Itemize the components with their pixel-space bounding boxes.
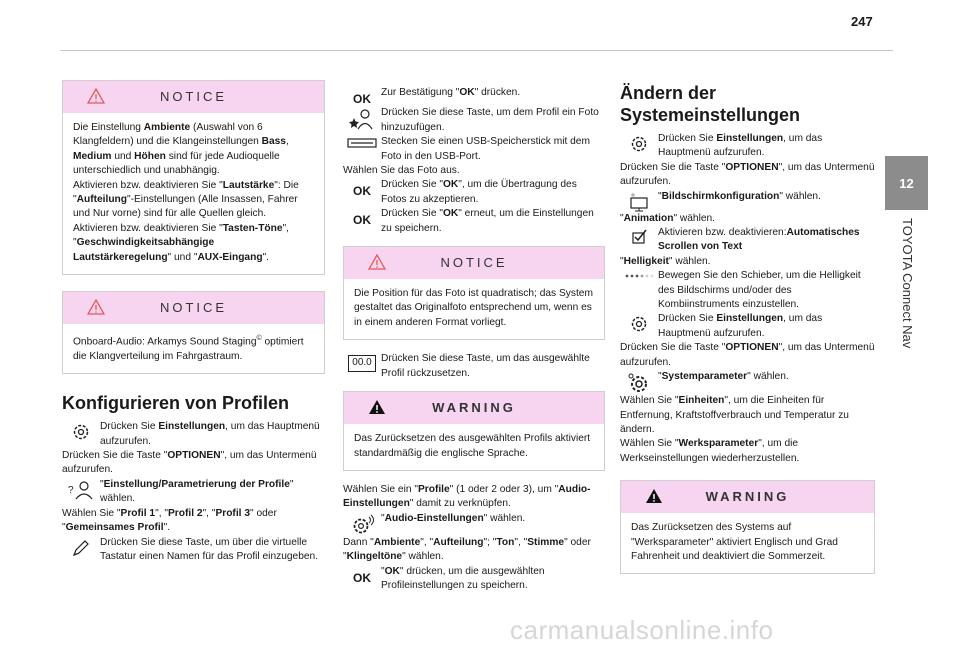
steps-list xyxy=(343,352,605,381)
screen-config-icon[interactable] xyxy=(620,190,658,212)
notice-box xyxy=(343,246,605,340)
step-text: Aktivieren bzw. deaktivieren:Automatisches Scrollen von Text xyxy=(658,227,860,253)
notice-title: NOTICE xyxy=(440,254,508,270)
column-2 xyxy=(343,86,605,593)
warning-title: WARNING xyxy=(432,399,516,415)
step-text: Drücken Sie "OK" erneut, um die Einstellungen zu speichern. xyxy=(381,208,594,234)
step-text: "Systemparameter" wählen. xyxy=(658,371,789,383)
notice-header xyxy=(63,292,324,324)
step-text: Drücken Sie Einstellungen, um das Hauptmenü aufzurufen. xyxy=(100,421,320,447)
instruction-step xyxy=(343,86,605,106)
warning-title: WARNING xyxy=(705,488,790,504)
ok-button[interactable]: OK xyxy=(353,92,371,106)
instruction-step xyxy=(62,420,325,449)
ok-button[interactable]: OK xyxy=(353,184,371,199)
warning-header xyxy=(344,392,604,424)
reset-button-label: 00.0 xyxy=(348,355,375,371)
step-text: Drücken Sie diese Taste, um über die virtuelle Tastatur einen Namen für das Profil einzugeben. xyxy=(100,536,319,562)
notice-body xyxy=(344,279,604,339)
notice-header xyxy=(344,247,604,279)
header-rule xyxy=(60,50,893,51)
column-1 xyxy=(62,80,325,564)
paragraph: Die Position für das Foto ist quadratisch; das System gestaltet das Originalfoto entsprechend um, wenn es in einem anderen Format vorliegt. xyxy=(354,288,593,328)
steps-list xyxy=(343,483,605,593)
instruction-step xyxy=(620,190,875,212)
add-profile-photo-icon[interactable] xyxy=(343,106,381,130)
instruction-step xyxy=(343,135,605,164)
warning-box xyxy=(343,391,605,471)
chapter-title: TOYOTA Connect Nav xyxy=(900,218,915,349)
notice-box xyxy=(62,80,325,275)
step-text: Drücken Sie "OK", um die Übertragung des Fotos zu akzeptieren. xyxy=(381,179,577,205)
pencil-icon[interactable] xyxy=(62,536,100,558)
instruction-step: Drücken Sie die Taste "OPTIONEN", um das Untermenü aufzurufen. xyxy=(620,342,875,368)
warning-triangle-outline-icon xyxy=(87,299,105,318)
instruction-step xyxy=(620,269,875,312)
instruction-step: Drücken Sie die Taste "OPTIONEN", um das Untermenü aufzurufen. xyxy=(620,161,875,188)
usb-stick-icon[interactable] xyxy=(343,135,381,149)
instruction-step xyxy=(343,207,605,236)
notice-title: NOTICE xyxy=(159,88,228,104)
warning-triangle-filled-icon xyxy=(368,399,386,418)
step-text: Drücken Sie diese Taste, um das ausgewählte Profil rückzusetzen. xyxy=(381,353,590,379)
svg-text:?: ? xyxy=(68,484,74,496)
instruction-step xyxy=(343,565,605,594)
instruction-step xyxy=(343,178,605,207)
instruction-step: Wählen Sie "Werksparameter", um die Werkseinstellungen wiederherzustellen. xyxy=(620,438,800,464)
profile-settings-icon[interactable] xyxy=(62,478,100,500)
notice-title: NOTICE xyxy=(159,299,228,315)
ok-button[interactable]: OK xyxy=(353,570,371,585)
instruction-step xyxy=(62,478,325,507)
watermark: carmanualsonline.info xyxy=(510,615,774,645)
settings-gear-icon[interactable] xyxy=(62,420,100,442)
steps-list xyxy=(620,132,875,466)
page-number: 247 xyxy=(851,14,873,29)
step-text: "OK" drücken, um die ausgewählten Profileinstellungen zu speichern. xyxy=(381,565,545,591)
brightness-slider-icon[interactable] xyxy=(620,269,658,281)
steps-list xyxy=(62,420,325,564)
instruction-step: Wählen Sie ein "Profile" (1 oder 2 oder 3), um "Audio-Einstellungen" damit zu verknüpfen. xyxy=(343,483,591,510)
warning-body xyxy=(344,424,604,470)
instruction-step: "Helligkeit" wählen. xyxy=(620,255,711,267)
paragraph: Das Zurücksetzen des Systems auf "Werksparameter" aktiviert Englisch und Grad Fahrenheit und deaktiviert die Sommerzeit. xyxy=(631,522,838,562)
warning-header xyxy=(621,481,874,513)
instruction-step xyxy=(620,312,875,341)
instruction-step xyxy=(620,132,875,161)
step-text: Drücken Sie diese Taste, um dem Profil ein Foto hinzuzufügen. xyxy=(381,107,599,133)
instruction-step xyxy=(620,226,875,255)
instruction-step: Drücken Sie die Taste "OPTIONEN", um das Untermenü aufzurufen. xyxy=(62,450,317,476)
instruction-step xyxy=(343,512,605,536)
step-text: "Bildschirmkonfiguration" wählen. xyxy=(658,190,821,202)
ok-button[interactable]: OK xyxy=(353,213,371,228)
step-text: "Audio-Einstellungen" wählen. xyxy=(381,512,526,524)
step-text: Stecken Sie einen USB-Speicherstick mit dem Foto in den USB-Port. xyxy=(381,136,590,162)
audio-settings-icon[interactable] xyxy=(343,512,381,536)
system-parameters-icon[interactable] xyxy=(620,370,658,394)
warning-triangle-filled-icon xyxy=(645,488,663,507)
step-text: Drücken Sie Einstellungen, um das Hauptmenü aufzurufen. xyxy=(658,313,823,339)
chapter-tab[interactable]: 12 xyxy=(885,156,928,210)
paragraph: Die Einstellung Ambiente (Auswahl von 6 Klangfeldern) und die Klangeinstellungen Bass, Medium und Höhen sind für jede Audioquelle unterschiedlich und unabhängig. xyxy=(73,122,289,177)
instruction-step: Wählen Sie "Einheiten", um die Einheiten für Entfernung, Kraftstoffverbrauch und Temperatur zu ändern. xyxy=(620,395,849,435)
warning-triangle-outline-icon xyxy=(368,254,386,273)
warning-body xyxy=(621,513,874,573)
settings-gear-icon[interactable] xyxy=(620,132,658,154)
step-text: "Einstellung/Parametrierung der Profile" wählen. xyxy=(100,478,294,505)
warning-triangle-outline-icon xyxy=(87,88,105,107)
settings-gear-icon[interactable] xyxy=(620,312,658,334)
notice-box xyxy=(62,291,325,374)
instruction-step xyxy=(343,352,605,381)
section-heading: Konfigurieren von Profilen xyxy=(62,393,290,414)
column-3 xyxy=(620,82,875,586)
step-text: Bewegen Sie den Schieber, um die Helligkeit des Bildschirms und/oder des Kombiinstruments einzustellen. xyxy=(658,270,861,311)
step-text: Drücken Sie Einstellungen, um das Hauptmenü aufzurufen. xyxy=(658,133,823,159)
step-text: Zur Bestätigung "OK" drücken. xyxy=(381,87,521,98)
notice-body xyxy=(63,113,324,274)
instruction-step xyxy=(620,370,875,394)
notice-header xyxy=(63,81,324,113)
paragraph: Onboard-Audio: Arkamys Sound Staging© optimiert die Klangverteilung im Fahrgastraum. xyxy=(73,335,304,362)
steps-list xyxy=(343,86,605,236)
paragraph: Aktivieren bzw. deaktivieren Sie "Lautstärke": Die "Aufteilung"-Einstellungen (Alle Insassen, Fahrer und Nur vorne) sind für alle Quellen gleich. xyxy=(73,179,299,220)
instruction-step: Dann "Ambiente", "Aufteilung"; "Ton", "Stimme" oder "Klingeltöne" wählen. xyxy=(343,536,591,563)
instruction-step: Wählen Sie das Foto aus. xyxy=(343,165,460,177)
instruction-step: "Animation" wählen. xyxy=(620,212,715,224)
instruction-step xyxy=(62,536,325,565)
paragraph: Aktivieren bzw. deaktivieren Sie "Tasten-Töne", "Geschwindigkeitsabhängige Lautstärkeregelung" und "AUX-Eingang". xyxy=(73,222,289,263)
paragraph: Das Zurücksetzen des ausgewählten Profils aktiviert standardmäßig die englische Sprache. xyxy=(354,433,591,459)
section-heading: Ändern der Systemeinstellungen xyxy=(620,83,801,125)
reset-profile-button[interactable] xyxy=(343,352,381,371)
warning-box xyxy=(620,480,875,574)
checkbox-icon[interactable] xyxy=(620,226,658,246)
notice-body xyxy=(63,324,324,373)
instruction-step xyxy=(343,106,605,135)
instruction-step: Wählen Sie "Profil 1", "Profil 2", "Profil 3" oder "Gemeinsames Profil". xyxy=(62,507,277,534)
